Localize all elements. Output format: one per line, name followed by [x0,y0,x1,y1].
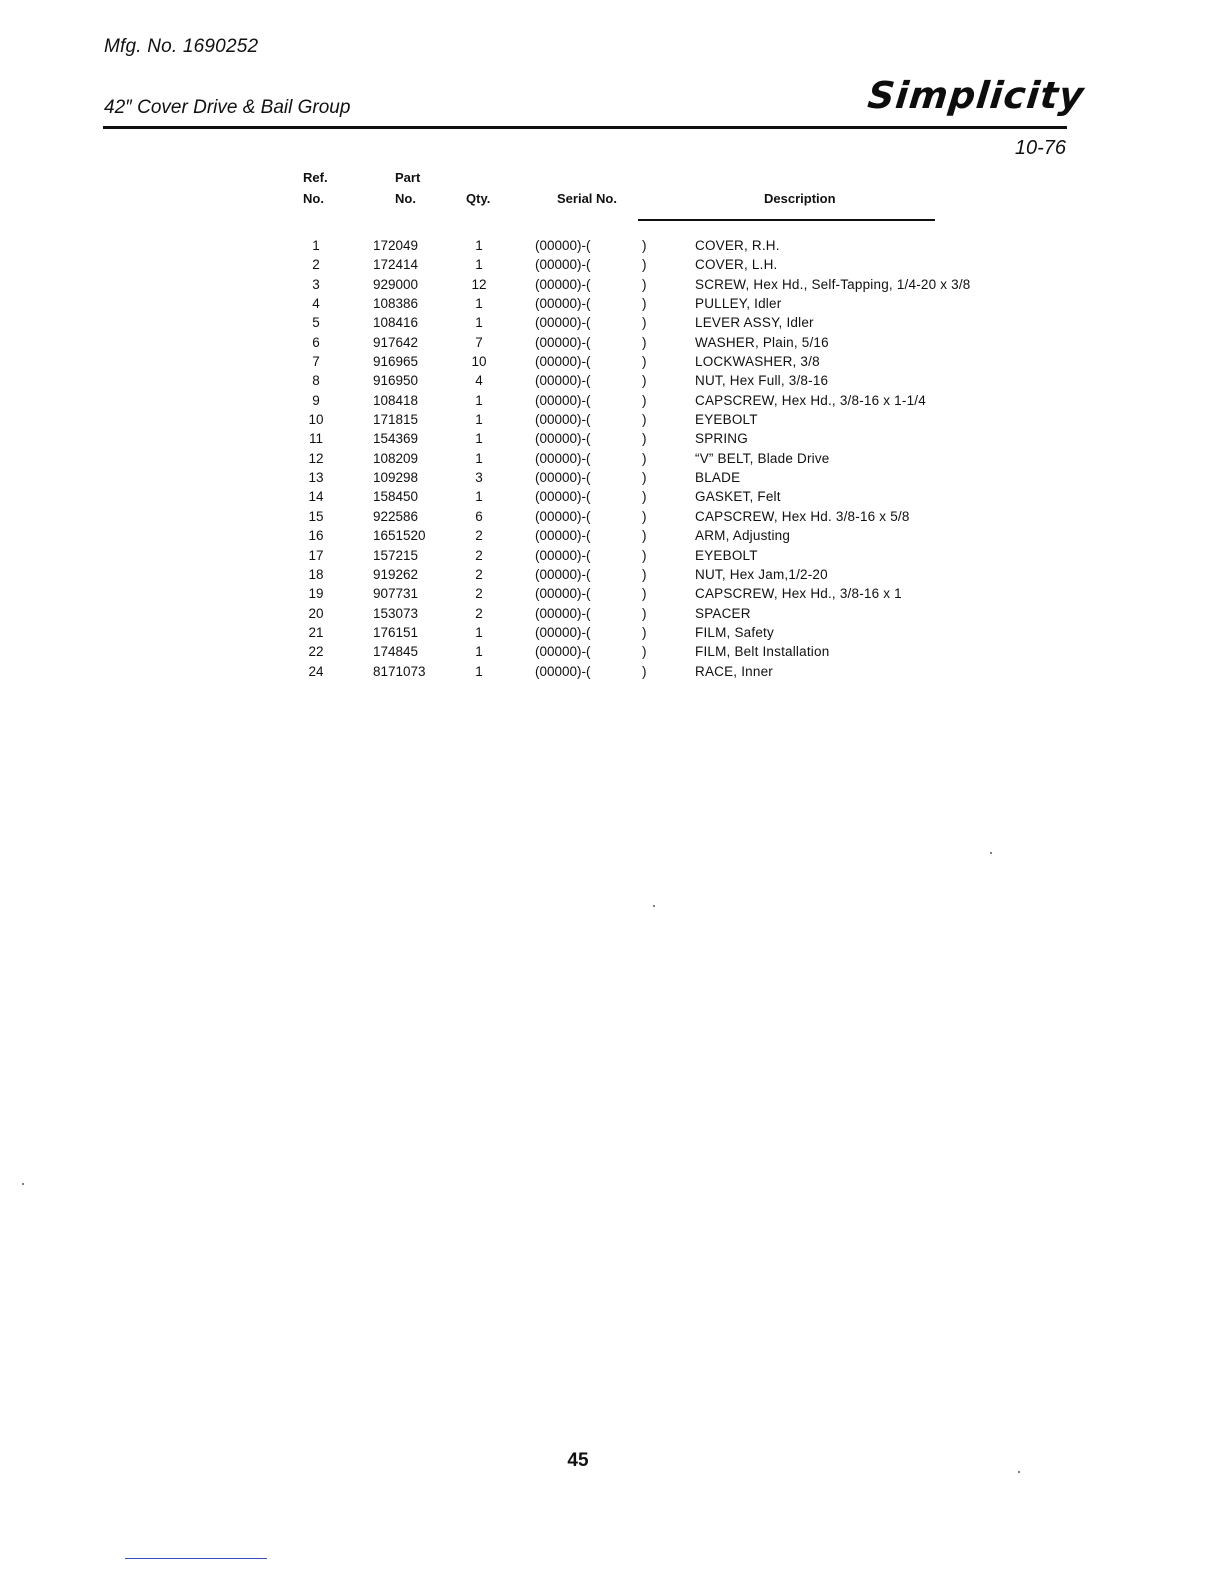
cell-serial-close: ) [642,315,647,331]
cell-serial-close: ) [642,644,647,660]
table-row [290,623,1020,642]
cell-serial-close: ) [642,354,647,370]
cell-part-number: 929000 [373,276,419,292]
cell-ref: 12 [308,450,324,466]
cell-part-number: 154369 [373,431,419,447]
cell-qty: 1 [475,644,483,660]
header-divider [103,126,1067,129]
scan-speck [22,1183,24,1185]
cell-part-number: 171815 [373,412,419,428]
footer-line [125,1558,267,1559]
cell-part-number: 176151 [373,624,419,640]
table-row [290,294,1020,313]
cell-part-number: 917642 [373,334,419,350]
cell-serial-close: ) [642,334,647,350]
header-underline [638,219,935,221]
cell-part-number: 907731 [373,586,419,602]
cell-serial: (00000)-( [535,547,591,563]
cell-qty: 1 [475,624,483,640]
table-row [290,584,1020,603]
table-row [290,565,1020,584]
table-row [290,313,1020,332]
cell-serial: (00000)-( [535,431,591,447]
cell-serial: (00000)-( [535,624,591,640]
table-row [290,604,1020,623]
header-description: Description [764,191,836,206]
header-ref-line1: Ref. [303,170,328,185]
table-row [290,468,1020,487]
cell-part-number: 108418 [373,392,419,408]
cell-description: PULLEY, Idler [695,296,782,312]
cell-part-number: 108209 [373,450,419,466]
cell-serial: (00000)-( [535,644,591,660]
cell-description: LEVER ASSY, Idler [695,315,814,331]
header-qty: Qty. [466,191,491,206]
cell-part-number: 916950 [373,373,419,389]
cell-serial-close: ) [642,605,647,621]
cell-description: FILM, Belt Installation [695,644,830,660]
cell-qty: 1 [475,257,483,273]
cell-serial-close: ) [642,412,647,428]
cell-serial-close: ) [642,566,647,582]
cell-qty: 1 [475,489,483,505]
cell-ref: 2 [312,257,320,273]
cell-part-number: 8171073 [373,663,426,679]
cell-serial: (00000)-( [535,566,591,582]
cell-ref: 14 [308,489,324,505]
table-row [290,371,1020,390]
cell-serial: (00000)-( [535,315,591,331]
cell-qty: 2 [475,547,483,563]
cell-qty: 1 [475,392,483,408]
header-part-line1: Part [395,170,421,185]
cell-part-number: 174845 [373,644,419,660]
cell-ref: 16 [308,528,324,544]
cell-ref: 13 [308,470,324,486]
table-row [290,662,1020,681]
cell-serial-close: ) [642,508,647,524]
cell-ref: 6 [312,334,320,350]
cell-qty: 1 [475,238,483,253]
page-number: 45 [567,1450,589,1471]
cell-serial: (00000)-( [535,373,591,389]
cell-ref: 5 [312,315,320,331]
cell-description: ARM, Adjusting [695,528,791,544]
cell-qty: 2 [475,528,483,544]
cell-serial-close: ) [642,528,647,544]
cell-part-number: 1651520 [373,528,426,544]
cell-description: COVER, R.H. [695,238,780,253]
cell-ref: 19 [308,586,324,602]
cell-part-number: 172414 [373,257,419,273]
cell-qty: 4 [475,373,483,389]
cell-qty: 6 [475,508,483,524]
cell-description: SCREW, Hex Hd., Self-Tapping, 1/4-20 x 3/8 [695,276,971,292]
cell-part-number: 108386 [373,296,419,312]
table-body [290,236,1020,681]
table-header [290,165,1020,221]
cell-serial: (00000)-( [535,450,591,466]
cell-serial: (00000)-( [535,470,591,486]
table-row [290,449,1020,468]
cell-ref: 21 [308,624,324,640]
cell-description: NUT, Hex Full, 3/8-16 [695,373,829,389]
table-row [290,507,1020,526]
cell-serial-close: ) [642,470,647,486]
cell-qty: 1 [475,450,483,466]
cell-qty: 1 [475,431,483,447]
cell-serial: (00000)-( [535,238,591,253]
cell-ref: 4 [312,296,320,312]
cell-serial-close: ) [642,586,647,602]
cell-ref: 22 [308,644,324,660]
cell-description: CAPSCREW, Hex Hd. 3/8-16 x 5/8 [695,508,910,524]
cell-part-number: 153073 [373,605,419,621]
cell-part-number: 922586 [373,508,419,524]
table-row [290,255,1020,274]
scan-speck [653,905,655,907]
cell-ref: 1 [312,238,320,253]
cell-serial-close: ) [642,257,647,273]
cell-ref: 15 [308,508,324,524]
cell-description: CAPSCREW, Hex Hd., 3/8-16 x 1 [695,586,902,602]
cell-serial-close: ) [642,373,647,389]
cell-ref: 10 [308,412,324,428]
cell-serial-close: ) [642,624,647,640]
cell-serial-close: ) [642,296,647,312]
cell-description: WASHER, Plain, 5/16 [695,334,829,350]
cell-description: NUT, Hex Jam,1/2-20 [695,566,828,582]
cell-serial-close: ) [642,276,647,292]
mfg-number: Mfg. No. 1690252 [104,36,259,57]
cell-serial-close: ) [642,547,647,563]
header-part-line2: No. [395,191,416,206]
table-row [290,487,1020,506]
cell-part-number: 109298 [373,470,419,486]
cell-qty: 1 [475,296,483,312]
cell-part-number: 108416 [373,315,419,331]
cell-ref: 11 [308,431,323,447]
cell-serial: (00000)-( [535,528,591,544]
cell-description: BLADE [695,470,741,486]
cell-qty: 1 [475,412,483,428]
cell-description: CAPSCREW, Hex Hd., 3/8-16 x 1-1/4 [695,392,926,408]
cell-serial: (00000)-( [535,296,591,312]
cell-description: LOCKWASHER, 3/8 [695,354,820,370]
cell-serial: (00000)-( [535,354,591,370]
table-row [290,410,1020,429]
revision-date: 10-76 [1014,137,1066,159]
table-row [290,236,1020,255]
cell-serial-close: ) [642,431,647,447]
cell-description: RACE, Inner [695,663,773,679]
table-row [290,333,1020,352]
cell-description: EYEBOLT [695,412,758,428]
brand-logo: Simplicity [865,74,1087,117]
table-row [290,275,1020,294]
cell-ref: 9 [312,392,320,408]
cell-serial-close: ) [642,489,647,505]
cell-description: COVER, L.H. [695,257,778,273]
table-row [290,642,1020,661]
cell-description: SPACER [695,605,751,621]
cell-serial-close: ) [642,663,647,679]
cell-serial-close: ) [642,238,647,253]
cell-part-number: 158450 [373,489,419,505]
cell-serial: (00000)-( [535,334,591,350]
cell-qty: 12 [471,276,487,292]
cell-qty: 7 [475,334,483,350]
table-row [290,391,1020,410]
cell-ref: 24 [308,663,324,679]
header-ref-line2: No. [303,191,324,206]
cell-ref: 3 [312,276,320,292]
cell-serial: (00000)-( [535,663,591,679]
cell-part-number: 172049 [373,238,419,253]
table-row [290,526,1020,545]
cell-description: “V” BELT, Blade Drive [695,450,830,466]
cell-serial: (00000)-( [535,586,591,602]
cell-description: FILM, Safety [695,624,774,640]
cell-description: GASKET, Felt [695,489,781,505]
cell-part-number: 916965 [373,354,419,370]
cell-ref: 20 [308,605,324,621]
scan-speck [1018,1471,1020,1473]
cell-ref: 7 [312,354,320,370]
cell-serial: (00000)-( [535,508,591,524]
cell-serial: (00000)-( [535,412,591,428]
cell-serial: (00000)-( [535,257,591,273]
cell-qty: 3 [475,470,483,486]
scan-speck [990,852,992,854]
header-serial: Serial No. [557,191,617,206]
parts-table [290,165,1020,681]
table-row [290,429,1020,448]
cell-qty: 2 [475,586,483,602]
cell-ref: 18 [308,566,324,582]
cell-qty: 1 [475,315,483,331]
cell-serial: (00000)-( [535,605,591,621]
cell-serial-close: ) [642,392,647,408]
cell-qty: 2 [475,566,483,582]
table-row [290,546,1020,565]
cell-description: EYEBOLT [695,547,758,563]
cell-serial: (00000)-( [535,392,591,408]
cell-qty: 2 [475,605,483,621]
cell-serial: (00000)-( [535,489,591,505]
cell-serial-close: ) [642,450,647,466]
cell-part-number: 157215 [373,547,419,563]
cell-part-number: 919262 [373,566,419,582]
cell-qty: 1 [475,663,483,679]
cell-ref: 17 [308,547,324,563]
table-row [290,352,1020,371]
cell-qty: 10 [471,354,487,370]
cell-ref: 8 [312,373,320,389]
cell-serial: (00000)-( [535,276,591,292]
section-title: 42″ Cover Drive & Bail Group [104,97,351,118]
cell-description: SPRING [695,431,748,447]
